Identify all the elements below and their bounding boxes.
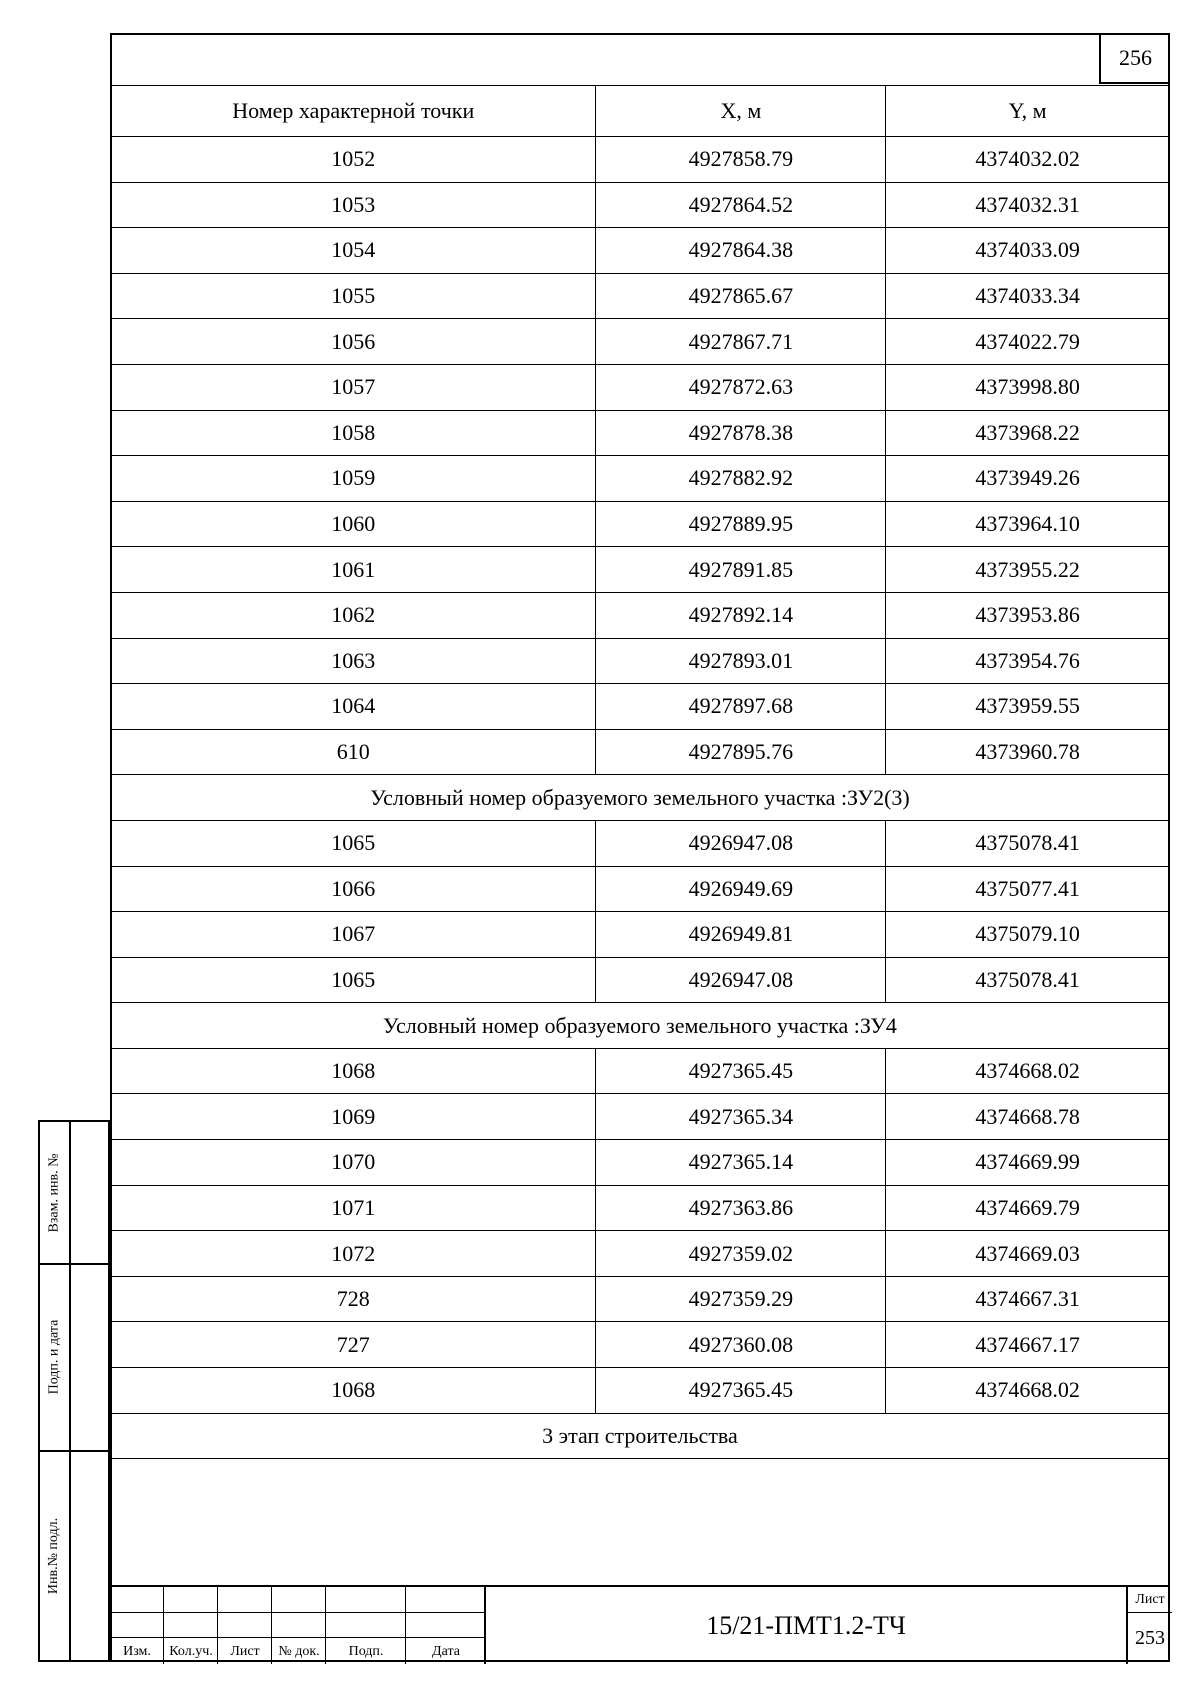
table-body <box>111 137 1170 1459</box>
table-row <box>111 638 1170 684</box>
cell-point-number: 610 <box>111 729 596 775</box>
cell-x: 4927895.76 <box>596 729 886 775</box>
cell-x: 4926949.81 <box>596 912 886 958</box>
cell-x: 4927365.45 <box>596 1048 886 1094</box>
section-row <box>111 775 1170 821</box>
cell-point-number: 1062 <box>111 592 596 638</box>
cell-point-number: 1059 <box>111 456 596 502</box>
cell-y: 4374032.02 <box>886 137 1170 183</box>
cell-x: 4927365.45 <box>596 1368 886 1414</box>
cell-y: 4374669.79 <box>886 1185 1170 1231</box>
cell-point-number: 1055 <box>111 273 596 319</box>
cell-y: 4373953.86 <box>886 592 1170 638</box>
cell-point-number: 1063 <box>111 638 596 684</box>
cell-y: 4374022.79 <box>886 319 1170 365</box>
cell-x: 4926949.69 <box>596 866 886 912</box>
col-kol-uch: Кол.уч. <box>169 1644 213 1659</box>
header-x: X, м <box>596 86 886 137</box>
cell-x: 4927872.63 <box>596 364 886 410</box>
cell-point-number: 728 <box>111 1276 596 1322</box>
cell-point-number: 1052 <box>111 137 596 183</box>
cell-x: 4927891.85 <box>596 547 886 593</box>
cell-point-number: 1053 <box>111 182 596 228</box>
cell-y: 4374669.03 <box>886 1231 1170 1277</box>
empty-row <box>111 1459 1170 1521</box>
section-title: 3 этап строительства <box>111 1413 1170 1459</box>
cell-point-number: 1058 <box>111 410 596 456</box>
coordinates-table <box>110 85 1170 1521</box>
table-row <box>111 820 1170 866</box>
cell-point-number: 1067 <box>111 912 596 958</box>
table-row <box>111 1094 1170 1140</box>
cell-point-number: 1065 <box>111 820 596 866</box>
cell-point-number: 1072 <box>111 1231 596 1277</box>
col-izm: Изм. <box>123 1644 151 1659</box>
cell-x: 4927878.38 <box>596 410 886 456</box>
cell-x: 4927882.92 <box>596 456 886 502</box>
cell-x: 4927858.79 <box>596 137 886 183</box>
cell-point-number: 1071 <box>111 1185 596 1231</box>
header-point-number: Номер характерной точки <box>111 86 596 137</box>
page-number: 256 <box>1099 33 1170 84</box>
table-row <box>111 319 1170 365</box>
section-title: Условный номер образуемого земельного участка :ЗУ2(3) <box>111 775 1170 821</box>
table-row <box>111 684 1170 730</box>
cell-y: 4373998.80 <box>886 364 1170 410</box>
cell-point-number: 727 <box>111 1322 596 1368</box>
table-row <box>111 912 1170 958</box>
stamp-vzam-inv <box>38 1120 110 1265</box>
cell-y: 4375079.10 <box>886 912 1170 958</box>
cell-x: 4927360.08 <box>596 1322 886 1368</box>
cell-x: 4927365.14 <box>596 1140 886 1186</box>
cell-point-number: 1054 <box>111 228 596 274</box>
table-row <box>111 273 1170 319</box>
cell-y: 4373949.26 <box>886 456 1170 502</box>
stamp-inv-podl <box>38 1450 110 1662</box>
table-row <box>111 364 1170 410</box>
cell-x: 4927363.86 <box>596 1185 886 1231</box>
table-row <box>111 1048 1170 1094</box>
title-block <box>110 1585 1170 1662</box>
cell-y: 4375078.41 <box>886 957 1170 1003</box>
cell-y: 4374667.31 <box>886 1276 1170 1322</box>
section-row <box>111 1413 1170 1459</box>
cell-y: 4374667.17 <box>886 1322 1170 1368</box>
table-header-row <box>111 86 1170 137</box>
cell-point-number: 1069 <box>111 1094 596 1140</box>
cell-y: 4373964.10 <box>886 501 1170 547</box>
table-row <box>111 1140 1170 1186</box>
cell-x: 4927897.68 <box>596 684 886 730</box>
table-row <box>111 547 1170 593</box>
table-row <box>111 182 1170 228</box>
table-row <box>111 410 1170 456</box>
cell-x: 4927867.71 <box>596 319 886 365</box>
document-code: 15/21-ПМТ1.2-ТЧ <box>706 1610 906 1640</box>
cell-x: 4927864.52 <box>596 182 886 228</box>
cell-x: 4927893.01 <box>596 638 886 684</box>
cell-point-number: 1070 <box>111 1140 596 1186</box>
table-row <box>111 1185 1170 1231</box>
table-row <box>111 501 1170 547</box>
cell-y: 4373954.76 <box>886 638 1170 684</box>
cell-x: 4927889.95 <box>596 501 886 547</box>
cell-y: 4374668.78 <box>886 1094 1170 1140</box>
cell-point-number: 1057 <box>111 364 596 410</box>
table-row <box>111 1231 1170 1277</box>
cell-x: 4927359.29 <box>596 1276 886 1322</box>
cell-x: 4927864.38 <box>596 228 886 274</box>
col-data: Дата <box>432 1644 460 1659</box>
cell-y: 4374668.02 <box>886 1368 1170 1414</box>
stamp-podp-label: Подп. и дата <box>46 1319 62 1394</box>
cell-x: 4927865.67 <box>596 273 886 319</box>
stamp-podp-data <box>38 1263 110 1452</box>
cell-y: 4374668.02 <box>886 1048 1170 1094</box>
cell-y: 4373959.55 <box>886 684 1170 730</box>
table-row <box>111 228 1170 274</box>
cell-y: 4373960.78 <box>886 729 1170 775</box>
table-row <box>111 1276 1170 1322</box>
table-row <box>111 592 1170 638</box>
cell-y: 4374033.09 <box>886 228 1170 274</box>
cell-y: 4373955.22 <box>886 547 1170 593</box>
header-y: Y, м <box>886 86 1170 137</box>
cell-y: 4374032.31 <box>886 182 1170 228</box>
sheet-number: 253 <box>1126 1612 1172 1664</box>
cell-point-number: 1056 <box>111 319 596 365</box>
table-row <box>111 137 1170 183</box>
cell-x: 4927359.02 <box>596 1231 886 1277</box>
table-row <box>111 866 1170 912</box>
table-row <box>111 456 1170 502</box>
cell-y: 4375077.41 <box>886 866 1170 912</box>
stamp-inv-label: Инв.№ подл. <box>46 1517 62 1595</box>
cell-point-number: 1064 <box>111 684 596 730</box>
table-row <box>111 729 1170 775</box>
table-row <box>111 1322 1170 1368</box>
col-list: Лист <box>230 1644 260 1659</box>
cell-point-number: 1068 <box>111 1368 596 1414</box>
col-n-dok: № док. <box>278 1644 320 1659</box>
cell-x: 4927365.34 <box>596 1094 886 1140</box>
cell-y: 4374033.34 <box>886 273 1170 319</box>
cell-x: 4926947.08 <box>596 820 886 866</box>
section-row <box>111 1003 1170 1049</box>
cell-y: 4374669.99 <box>886 1140 1170 1186</box>
cell-point-number: 1060 <box>111 501 596 547</box>
sheet-label: Лист <box>1126 1587 1172 1613</box>
cell-point-number: 1065 <box>111 957 596 1003</box>
cell-point-number: 1068 <box>111 1048 596 1094</box>
cell-x: 4926947.08 <box>596 957 886 1003</box>
cell-point-number: 1066 <box>111 866 596 912</box>
col-podp: Подп. <box>348 1644 384 1659</box>
table-row <box>111 957 1170 1003</box>
cell-x: 4927892.14 <box>596 592 886 638</box>
section-title: Условный номер образуемого земельного участка :ЗУ4 <box>111 1003 1170 1049</box>
cell-point-number: 1061 <box>111 547 596 593</box>
cell-y: 4375078.41 <box>886 820 1170 866</box>
cell-y: 4373968.22 <box>886 410 1170 456</box>
stamp-vzam-label: Взам. инв. № <box>46 1153 62 1232</box>
table-row <box>111 1368 1170 1414</box>
